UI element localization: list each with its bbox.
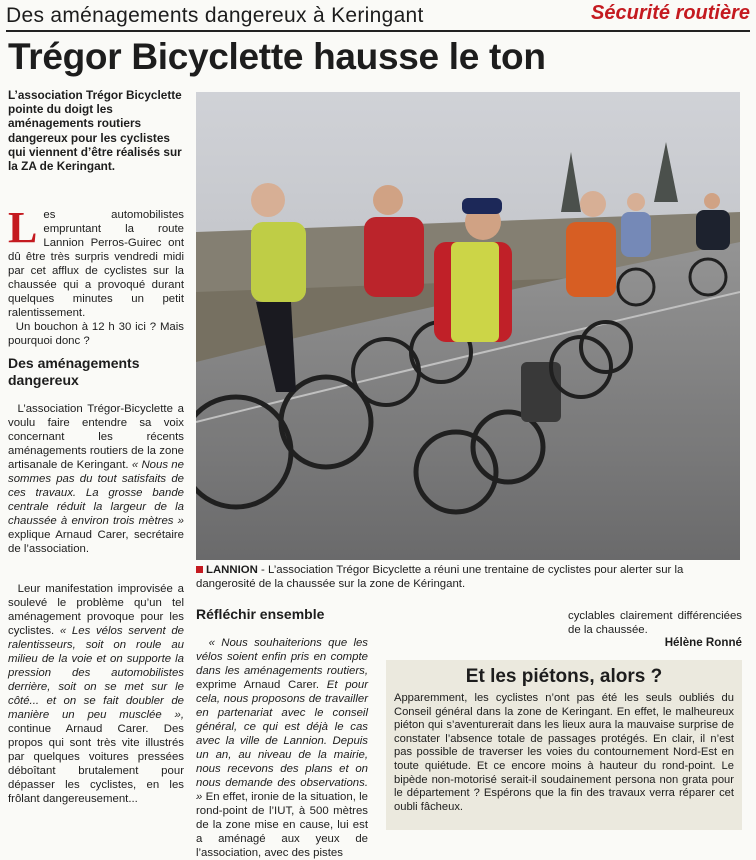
paragraph-reflechir — [196, 636, 368, 860]
para4-mid1: exprime Arnaud Carer. — [196, 679, 320, 691]
intro-followup: Un bouchon à 12 h 30 ici ? Mais pourquoi donc ? — [8, 321, 184, 347]
subheading-dangerous: Des aménagements dangereux — [8, 355, 140, 388]
para2-attribution: explique Arnaud Carer, secrétaire de l’association. — [8, 529, 184, 555]
para4-rest: En effet, ironie de la situation, le rond-point de l’IUT, à 500 mètres de la zone mise en cause, lui est a aménagé aux yeux de l’association, avec des pistes — [196, 791, 368, 859]
para4-quote1: « Nous souhaiterions que les vélos soient enfin pris en compte dans les aménagements routiers, — [196, 637, 368, 677]
caption-place: LANNION — [206, 564, 258, 576]
paragraph-manifestation — [8, 582, 184, 806]
para2-text: L’association Trégor-Bicyclette a voulu faire entendre sa voix concernant les récents aménagements routiers de la zone artisanale de Keringant. — [8, 403, 184, 471]
caption-text: - L’association Trégor Bicyclette a réuni une trentaine de cyclistes pour alerter sur la dangerosité de la chaussée sur la zone de Kéringant. — [196, 564, 684, 590]
para3-text: Leur manifestation improvisée a soulevé le problème qu’un tel aménagement provoque pour les cyclistes. — [8, 583, 184, 637]
dropcap: L — [8, 203, 38, 252]
author-signature: Hélène Ronné — [664, 636, 742, 649]
para4-quote2: Et pour cela, nous proposons de travailler en partenariat avec le conseil général, ce qui est déjà le cas avec la ville de Lannion. Depuis un an, au niveau de la mairie, nous recevons des plans et on nous demande des observations. » — [196, 679, 368, 803]
kicker-bar — [6, 2, 750, 32]
section-kicker: Des aménagements dangereux à Keringant — [6, 4, 424, 27]
box-title: Et les piétons, alors ? — [465, 666, 663, 687]
lead-paragraph: L’association Trégor Bicyclette pointe du doigt les aménagements routiers dangereux pour les cyclistes qui viennent d’être réalisés sur la ZA de Keringant. — [8, 88, 182, 174]
headline: Trégor Bicyclette hausse le ton — [8, 36, 546, 77]
box-text: Apparemment, les cyclistes n’ont pas été les seuls oubliés du Conseil général dans la zone de Keringant. En effet, le malheureux piéton qui s’aventurerait dans les lieux aura la mauvaise surprise de constater l’absence totale de passages protégés. En clair, il n’est pas possible de traverser les voies du contournement Nord-Est en toute quiétude. Et ce encore moins à hauteur du rond-point. Le bipède non-motorisé serait-il soudainement persona non grata pour le département ? Espérons que la fin des travaux verra réparer cet oubli fâcheux. — [394, 692, 734, 813]
intro-paragraph — [8, 203, 184, 348]
paragraph-end: cyclables clairement différenciées de la chaussée. — [568, 610, 742, 636]
rubric-label: Sécurité routière — [591, 2, 750, 24]
para3-rest: continue Arnaud Carer. Des propos qui sont très vite illustrés par quelques voitures pressées déboîtant brutalement pour dépasser les cyclistes, en les frôlant dangereusement... — [8, 723, 184, 805]
caption-marker — [196, 566, 203, 573]
cyclists-photo — [196, 92, 740, 560]
photo-caption — [196, 563, 742, 591]
paragraph-association — [8, 402, 184, 556]
para3-quote: « Les vélos servent de ralentisseurs, soit on roule au milieu de la voie et on supporte la pression des automobilistes derrière, soit on se met sur le côté... et on se fait doubler de manière un peu musclée », — [8, 625, 184, 721]
para2-quote: « Nous ne sommes pas du tout satisfaits de ces travaux. La grosse bande centrale réduit la largeur de la chaussée à environ trois mètres » — [8, 459, 184, 527]
intro-text: es automobilistes empruntant la route Lannion Perros-Guirec ont dû être très surpris vendredi midi par cet afflux de cyclistes sur la chaussée qui a provoqué durant quelques minutes un petit ralentissement. — [8, 209, 184, 319]
sidebar-box — [386, 660, 742, 830]
subheading-reflechir: Réfléchir ensemble — [196, 606, 325, 622]
